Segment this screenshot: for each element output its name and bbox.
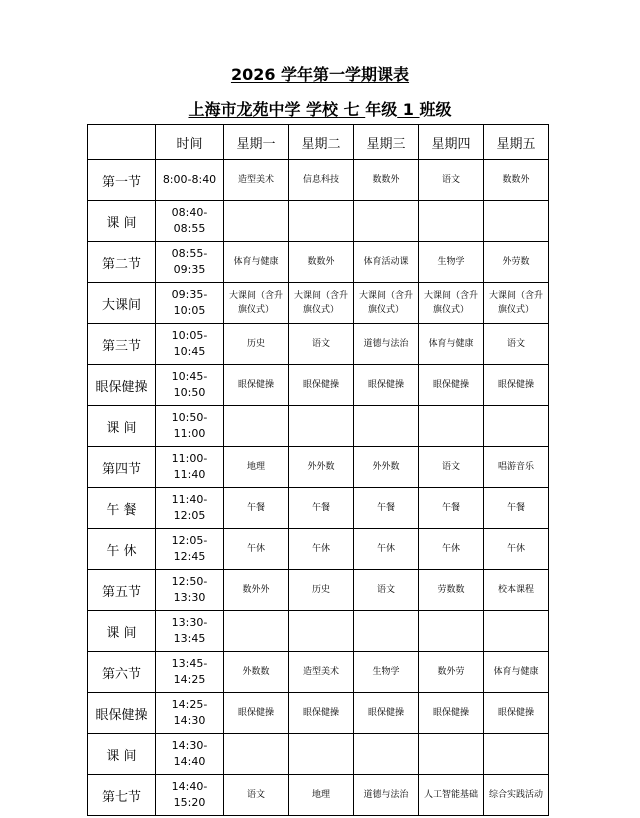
course-cell: 大课间（含升 旗仪式） bbox=[354, 283, 419, 324]
header-time: 时间 bbox=[156, 125, 224, 160]
period-label: 午 休 bbox=[88, 529, 156, 570]
time-range: 11:00- 11:40 bbox=[156, 447, 224, 488]
course-cell: 数外外 bbox=[224, 570, 289, 611]
time-range: 10:45- 10:50 bbox=[156, 365, 224, 406]
course-cell: 语文 bbox=[419, 447, 484, 488]
time-range: 14:25- 14:30 bbox=[156, 693, 224, 734]
schedule-row bbox=[88, 570, 549, 611]
header-day: 星期三 bbox=[354, 125, 419, 160]
course-cell: 眼保健操 bbox=[484, 693, 549, 734]
period-label: 大课间 bbox=[88, 283, 156, 324]
course-cell: 造型美术 bbox=[224, 160, 289, 201]
schedule-row bbox=[88, 693, 549, 734]
course-cell: 外劳数 bbox=[484, 242, 549, 283]
course-cell: 数数外 bbox=[484, 160, 549, 201]
course-cell: 外外数 bbox=[289, 447, 354, 488]
course-cell: 体育活动课 bbox=[354, 242, 419, 283]
period-label: 课 间 bbox=[88, 201, 156, 242]
page-title: 2026 学年第一学期课表 bbox=[230, 65, 410, 84]
course-cell: 眼保健操 bbox=[224, 693, 289, 734]
course-cell: 历史 bbox=[289, 570, 354, 611]
time-range: 08:40- 08:55 bbox=[156, 201, 224, 242]
header-row bbox=[88, 125, 549, 160]
period-label: 课 间 bbox=[88, 734, 156, 775]
course-cell: 数外劳 bbox=[419, 652, 484, 693]
course-cell: 数数外 bbox=[354, 160, 419, 201]
time-range: 14:30- 14:40 bbox=[156, 734, 224, 775]
course-cell: 体育与健康 bbox=[224, 242, 289, 283]
header-day: 星期一 bbox=[224, 125, 289, 160]
schedule-body bbox=[88, 125, 549, 816]
period-label: 课 间 bbox=[88, 611, 156, 652]
course-cell bbox=[289, 734, 354, 775]
course-cell: 语文 bbox=[289, 324, 354, 365]
grade-value: 七 bbox=[338, 100, 366, 119]
schedule-table bbox=[87, 124, 549, 816]
period-label: 眼保健操 bbox=[88, 365, 156, 406]
header-day: 星期四 bbox=[419, 125, 484, 160]
course-cell: 信息科技 bbox=[289, 160, 354, 201]
period-label: 第二节 bbox=[88, 242, 156, 283]
course-cell: 体育与健康 bbox=[419, 324, 484, 365]
course-cell bbox=[484, 201, 549, 242]
course-cell bbox=[354, 734, 419, 775]
class-info-line bbox=[0, 97, 640, 120]
course-cell bbox=[224, 611, 289, 652]
course-cell: 唱游音乐 bbox=[484, 447, 549, 488]
course-cell bbox=[289, 406, 354, 447]
course-cell: 地理 bbox=[224, 447, 289, 488]
course-cell bbox=[224, 201, 289, 242]
time-range: 10:05- 10:45 bbox=[156, 324, 224, 365]
schedule-row bbox=[88, 365, 549, 406]
course-cell bbox=[484, 406, 549, 447]
course-cell: 眼保健操 bbox=[419, 365, 484, 406]
course-cell: 语文 bbox=[419, 160, 484, 201]
period-label: 第四节 bbox=[88, 447, 156, 488]
course-cell: 生物学 bbox=[419, 242, 484, 283]
course-cell: 午餐 bbox=[484, 488, 549, 529]
course-cell bbox=[354, 406, 419, 447]
course-cell: 午餐 bbox=[289, 488, 354, 529]
schedule-row bbox=[88, 324, 549, 365]
course-cell: 生物学 bbox=[354, 652, 419, 693]
course-cell: 午休 bbox=[289, 529, 354, 570]
course-cell: 午休 bbox=[354, 529, 419, 570]
course-cell: 眼保健操 bbox=[354, 365, 419, 406]
period-label: 午 餐 bbox=[88, 488, 156, 529]
course-cell: 语文 bbox=[354, 570, 419, 611]
course-cell bbox=[354, 201, 419, 242]
grade-suffix: 年级 bbox=[365, 100, 398, 119]
period-label: 课 间 bbox=[88, 406, 156, 447]
course-cell: 午餐 bbox=[419, 488, 484, 529]
schedule-row bbox=[88, 201, 549, 242]
schedule-row bbox=[88, 488, 549, 529]
period-label: 第五节 bbox=[88, 570, 156, 611]
course-cell bbox=[354, 611, 419, 652]
course-cell: 午休 bbox=[419, 529, 484, 570]
time-range: 11:40- 12:05 bbox=[156, 488, 224, 529]
course-cell: 语文 bbox=[484, 324, 549, 365]
time-range: 09:35- 10:05 bbox=[156, 283, 224, 324]
school-name: 上海市龙苑中学 bbox=[188, 100, 301, 119]
time-range: 8:00-8:40 bbox=[156, 160, 224, 201]
course-cell: 外外数 bbox=[354, 447, 419, 488]
course-cell: 道德与法治 bbox=[354, 324, 419, 365]
period-label: 第一节 bbox=[88, 160, 156, 201]
course-cell: 午休 bbox=[224, 529, 289, 570]
course-cell bbox=[419, 201, 484, 242]
course-cell: 道德与法治 bbox=[354, 775, 419, 816]
header-day: 星期二 bbox=[289, 125, 354, 160]
schedule-row bbox=[88, 160, 549, 201]
course-cell: 数数外 bbox=[289, 242, 354, 283]
period-label: 第七节 bbox=[88, 775, 156, 816]
course-cell: 体育与健康 bbox=[484, 652, 549, 693]
course-cell: 人工智能基础 bbox=[419, 775, 484, 816]
course-cell: 午餐 bbox=[224, 488, 289, 529]
schedule-row bbox=[88, 406, 549, 447]
schedule-row bbox=[88, 775, 549, 816]
time-range: 10:50- 11:00 bbox=[156, 406, 224, 447]
course-cell: 大课间（含升 旗仪式） bbox=[289, 283, 354, 324]
course-cell: 大课间（含升 旗仪式） bbox=[419, 283, 484, 324]
schedule-row bbox=[88, 242, 549, 283]
course-cell: 午休 bbox=[484, 529, 549, 570]
course-cell bbox=[484, 734, 549, 775]
course-cell bbox=[484, 611, 549, 652]
time-range: 08:55- 09:35 bbox=[156, 242, 224, 283]
course-cell bbox=[224, 406, 289, 447]
period-label: 第六节 bbox=[88, 652, 156, 693]
header-day: 星期五 bbox=[484, 125, 549, 160]
period-label: 眼保健操 bbox=[88, 693, 156, 734]
course-cell: 劳数数 bbox=[419, 570, 484, 611]
course-cell: 语文 bbox=[224, 775, 289, 816]
schedule-row bbox=[88, 529, 549, 570]
schedule-row bbox=[88, 283, 549, 324]
schedule-row bbox=[88, 734, 549, 775]
course-cell: 大课间（含升 旗仪式） bbox=[224, 283, 289, 324]
course-cell: 眼保健操 bbox=[419, 693, 484, 734]
course-cell bbox=[224, 734, 289, 775]
course-cell: 眼保健操 bbox=[289, 365, 354, 406]
course-cell: 午餐 bbox=[354, 488, 419, 529]
course-cell: 眼保健操 bbox=[289, 693, 354, 734]
course-cell: 校本课程 bbox=[484, 570, 549, 611]
time-range: 13:45- 14:25 bbox=[156, 652, 224, 693]
course-cell bbox=[289, 611, 354, 652]
course-cell: 历史 bbox=[224, 324, 289, 365]
course-cell: 造型美术 bbox=[289, 652, 354, 693]
course-cell: 外数数 bbox=[224, 652, 289, 693]
course-cell: 地理 bbox=[289, 775, 354, 816]
time-range: 12:05- 12:45 bbox=[156, 529, 224, 570]
class-number: 1 bbox=[397, 100, 420, 119]
time-range: 12:50- 13:30 bbox=[156, 570, 224, 611]
course-cell bbox=[419, 611, 484, 652]
course-cell: 眼保健操 bbox=[484, 365, 549, 406]
class-suffix: 班级 bbox=[419, 100, 452, 119]
course-cell bbox=[289, 201, 354, 242]
time-range: 14:40- 15:20 bbox=[156, 775, 224, 816]
course-cell: 综合实践活动 bbox=[484, 775, 549, 816]
course-cell bbox=[419, 406, 484, 447]
schedule-row bbox=[88, 611, 549, 652]
school-suffix: 学校 bbox=[300, 100, 339, 119]
header-corner bbox=[88, 125, 156, 160]
period-label: 第三节 bbox=[88, 324, 156, 365]
time-range: 13:30- 13:45 bbox=[156, 611, 224, 652]
course-cell: 眼保健操 bbox=[354, 693, 419, 734]
schedule-row bbox=[88, 652, 549, 693]
schedule-row bbox=[88, 447, 549, 488]
course-cell: 眼保健操 bbox=[224, 365, 289, 406]
course-cell: 大课间（含升 旗仪式） bbox=[484, 283, 549, 324]
course-cell bbox=[419, 734, 484, 775]
